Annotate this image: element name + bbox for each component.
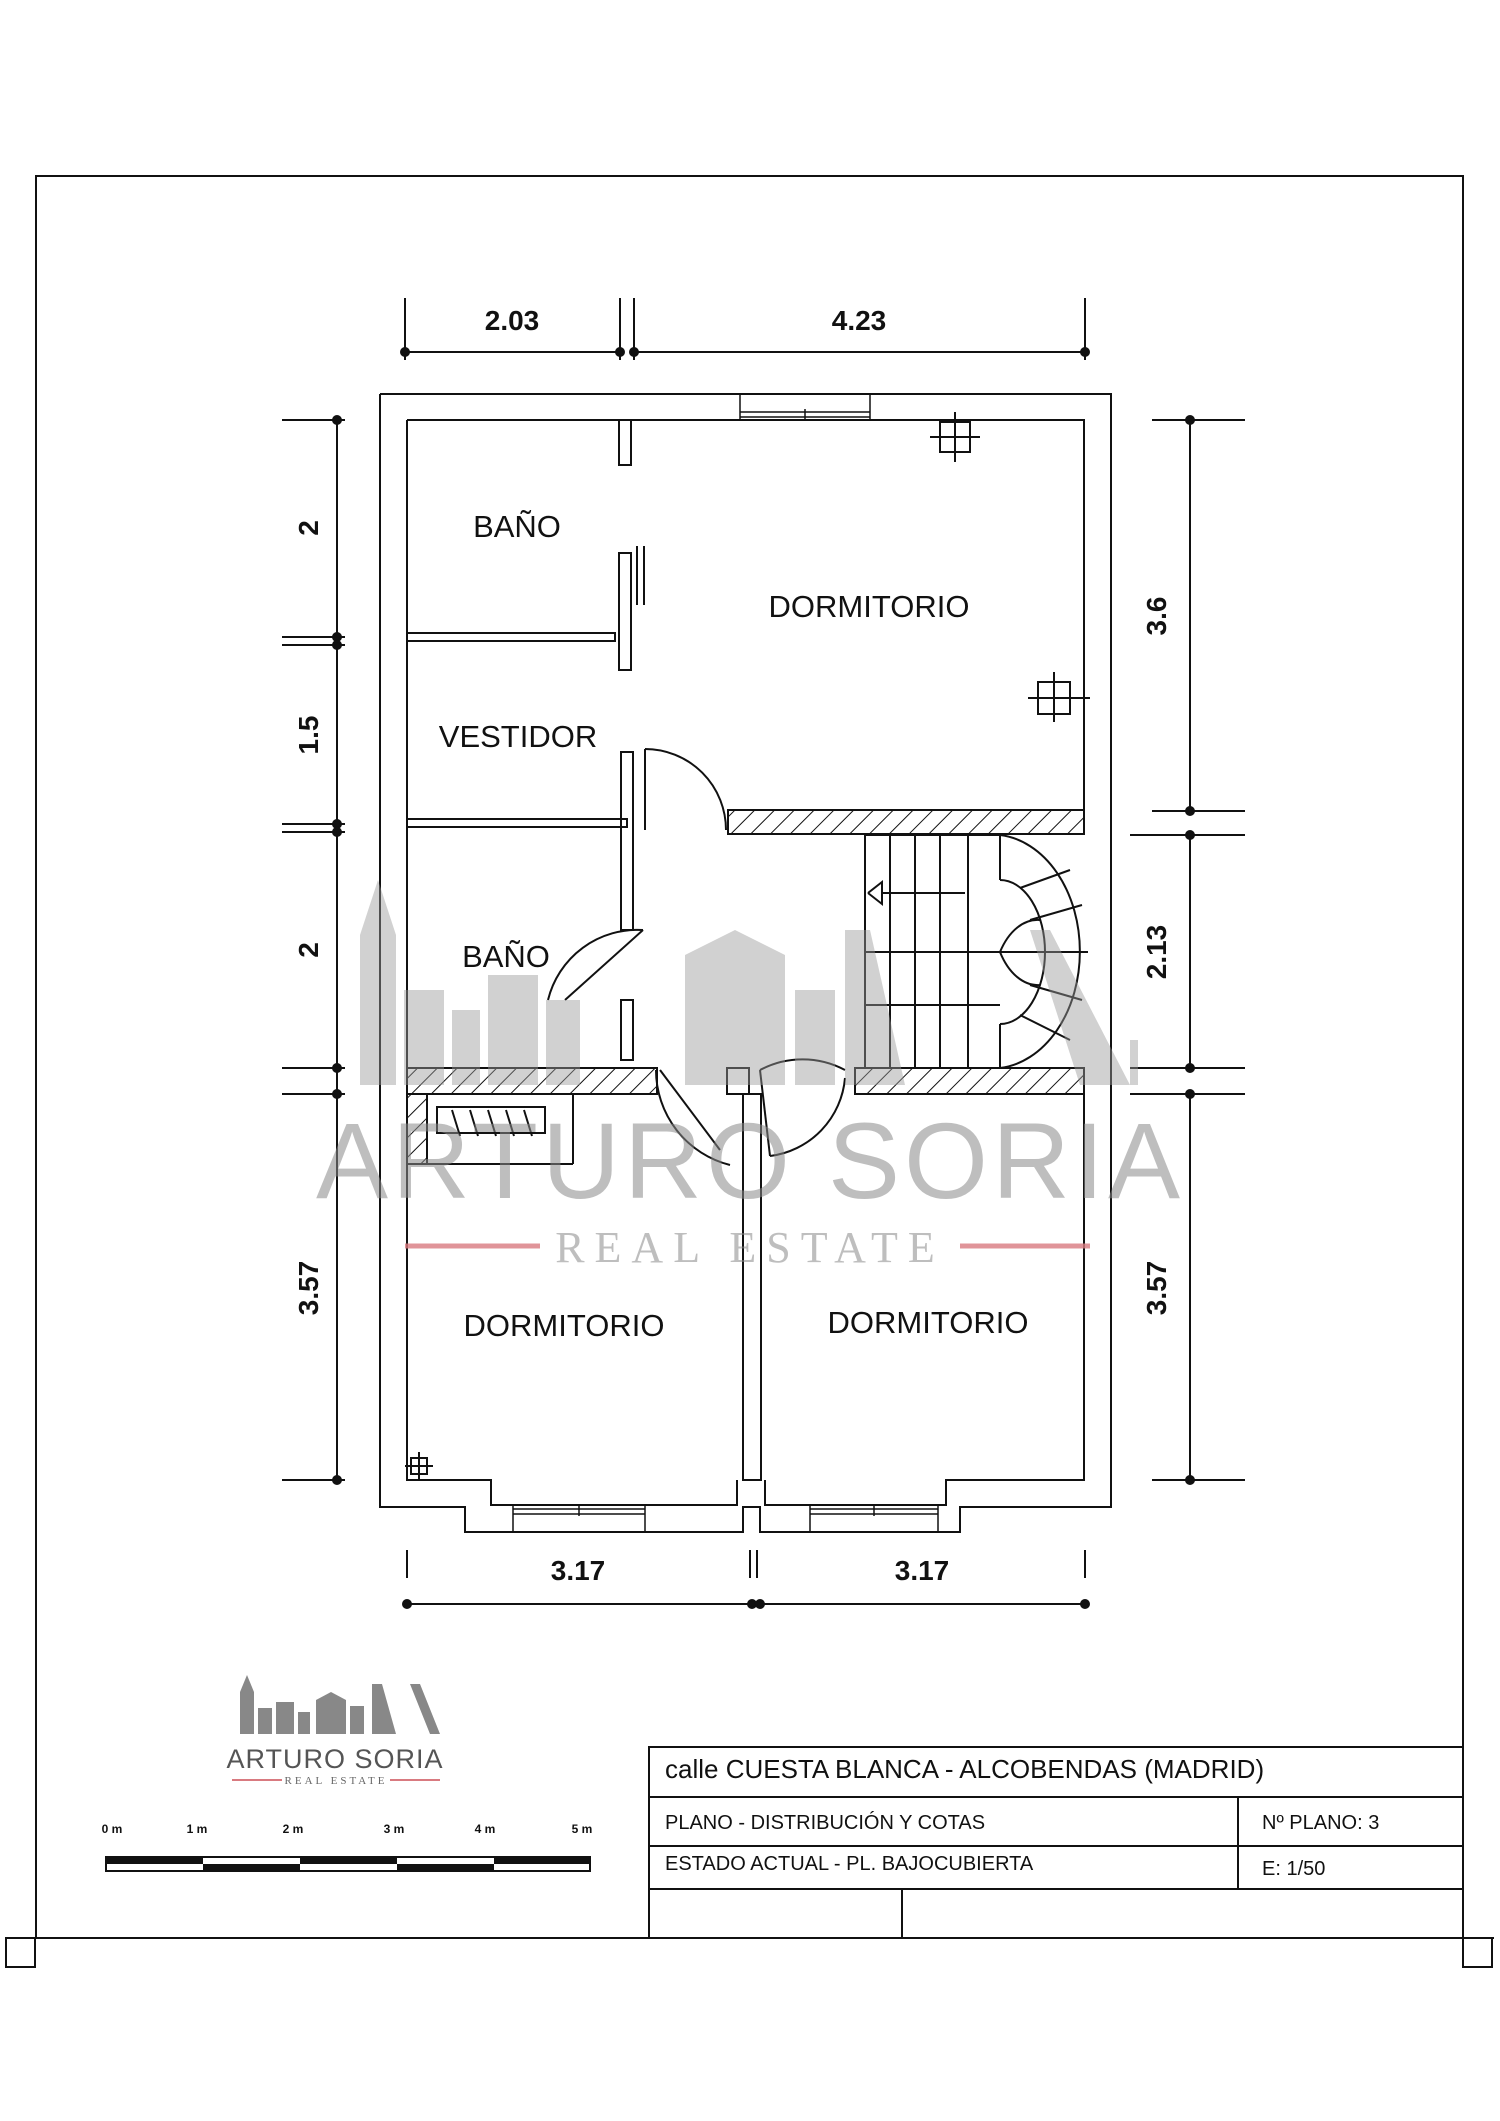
watermark-name: ARTURO SORIA <box>315 1100 1185 1221</box>
logo-subtitle: REAL ESTATE <box>284 1775 388 1787</box>
room-label-bano-mid: BAÑO <box>462 939 550 974</box>
scale-label-3: 3 m <box>383 1822 405 1836</box>
dim-right-1: 3.6 <box>1141 596 1172 636</box>
scale-label-4: 4 m <box>474 1822 496 1836</box>
dim-right-3: 3.57 <box>1141 1260 1172 1316</box>
scale-bar <box>102 1822 593 1871</box>
title-block <box>649 1747 1463 1938</box>
scale-label-2: 2 m <box>282 1822 304 1836</box>
dim-bottom-right: 3.17 <box>894 1555 950 1586</box>
scale-label-0: 0 m <box>101 1822 123 1836</box>
logo-name: ARTURO SORIA <box>226 1744 444 1774</box>
dim-left-3: 2 <box>293 942 324 958</box>
dim-top-right: 4.23 <box>831 305 887 336</box>
dim-left-2: 1.5 <box>293 715 324 755</box>
room-label-dormitorio-main: DORMITORIO <box>768 589 970 624</box>
room-label-dormitorio-right: DORMITORIO <box>827 1305 1029 1340</box>
dim-left-4: 3.57 <box>293 1260 324 1316</box>
title-plan-number: Nº PLANO: 3 <box>1262 1812 1380 1834</box>
scale-label-1: 1 m <box>186 1822 208 1836</box>
room-label-bano-top: BAÑO <box>473 509 561 544</box>
title-address: calle CUESTA BLANCA - ALCOBENDAS (MADRID) <box>665 1754 1265 1784</box>
scale-label-5: 5 m <box>571 1822 593 1836</box>
title-scale: E: 1/50 <box>1262 1858 1326 1880</box>
dim-right-2: 2.13 <box>1141 924 1172 980</box>
dim-top-left: 2.03 <box>484 305 540 336</box>
title-plan: PLANO - DISTRIBUCIÓN Y COTAS <box>665 1812 986 1834</box>
room-label-dormitorio-left: DORMITORIO <box>463 1308 665 1343</box>
dim-bottom-left: 3.17 <box>550 1555 606 1586</box>
dim-left-1: 2 <box>293 520 324 536</box>
room-label-vestidor: VESTIDOR <box>438 719 598 754</box>
logo-skyline-icon <box>240 1675 440 1734</box>
company-logo <box>226 1675 443 1787</box>
watermark-skyline-icon <box>360 880 1138 1085</box>
title-state: ESTADO ACTUAL - PL. BAJOCUBIERTA <box>665 1853 1034 1875</box>
watermark-subtitle: REAL ESTATE <box>555 1223 945 1272</box>
